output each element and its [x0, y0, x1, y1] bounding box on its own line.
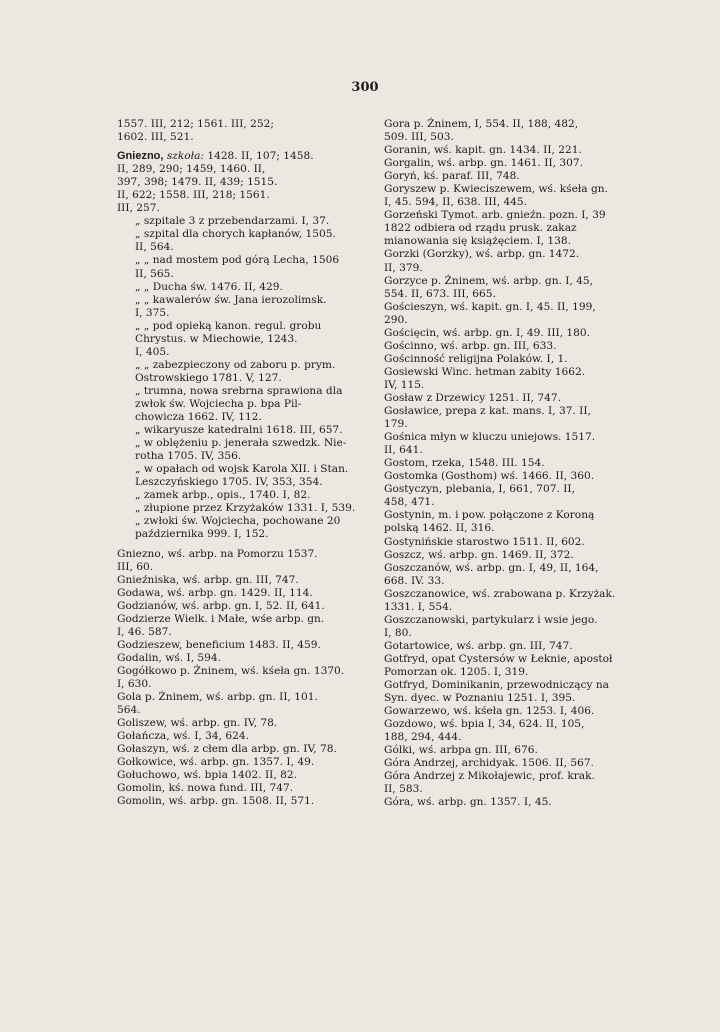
index-entry [123, 502, 375, 515]
intro-entry [117, 118, 375, 144]
index-entry [123, 254, 375, 280]
entry-line: III, 257. [117, 202, 160, 215]
entry-line: „ wikaryusze katedralni 1618. III, 657. [135, 424, 343, 437]
index-entry [384, 614, 642, 640]
entry-line: I, 630. [117, 677, 152, 690]
entry-line: Syn. dyec. w Poznaniu 1251. I, 395. [384, 692, 576, 705]
index-entry [123, 463, 375, 489]
entry-line: Gosiewski Winc. hetman zabity 1662. [384, 365, 586, 378]
entry-line: II, 564. [135, 241, 174, 254]
entry-line: Gostom, rzeka, 1548. III. 154. [384, 457, 545, 470]
entry-line: chowicza 1662. IV, 112. [135, 411, 262, 424]
index-entry [123, 281, 375, 294]
entry-line: Góra Andrzej, archidyak. 1506. II, 567. [384, 757, 594, 770]
index-entry [384, 157, 642, 170]
entry-line: „ zwłoki św. Wojciecha, pochowane 20 [135, 515, 341, 528]
index-entry [384, 457, 642, 470]
gniezno-sub-entries [117, 215, 375, 541]
entry-line: 397, 398; 1479. II, 439; 1515. [117, 176, 278, 189]
index-entry [384, 562, 642, 588]
entry-line: Gośnica młyn w kluczu uniejows. 1517. [384, 431, 596, 444]
index-entry [384, 366, 642, 392]
entry-line: rotha 1705. IV, 356. [135, 450, 242, 463]
entry-line: „ w opałach od wojsk Karola XII. i Stan. [135, 463, 349, 476]
index-entry [384, 301, 642, 327]
index-entry [384, 431, 642, 457]
entry-line: I, 375. [135, 306, 170, 319]
entry-line: zwłok św. Wojciecha p. bpa Pil- [135, 397, 302, 410]
entry-line: Goranin, wś. kapit. gn. 1434. II, 221. [384, 144, 582, 157]
entry-line: I, 45. 594, II, 638. III, 445. [384, 196, 528, 209]
entry-line: Gomolin, wś. arbp. gn. 1508. II, 571. [117, 795, 315, 808]
index-entry [384, 170, 642, 183]
entry-line: Goryń, kś. paraf. III, 748. [384, 170, 520, 183]
entry-line: 554. II, 673. III, 665. [384, 287, 496, 300]
index-entry [384, 757, 642, 770]
entry-line: „ złupione przez Krzyżaków 1331. I, 539. [135, 502, 356, 515]
index-entry [384, 536, 642, 549]
index-entry [117, 652, 375, 665]
index-entry [123, 385, 375, 424]
index-entry [384, 744, 642, 757]
index-entry [384, 118, 642, 144]
index-entry [384, 144, 642, 157]
index-entry [123, 437, 375, 463]
entry-line: Gosławice, prepa z kat. mans. I, 37. II, [384, 405, 591, 418]
entry-line: Gólki, wś. arbpa gn. III, 676. [384, 744, 538, 757]
index-entry [117, 600, 375, 613]
index-entry [384, 796, 642, 809]
entry-line: Godzianów, wś. arbp. gn. I, 52. II, 641. [117, 599, 325, 612]
index-entry [123, 489, 375, 502]
index-entry [384, 327, 642, 340]
entry-line: „ w oblężeniu p. jenerała szwedzk. Nie- [135, 437, 347, 450]
entry-line: Godzierze Wielk. i Małe, wśe arbp. gn. [117, 612, 325, 625]
entry-line: II, 622; 1558. III, 218; 1561. [117, 189, 270, 202]
entry-line: II, 289, 290; 1459, 1460. II, [117, 163, 266, 176]
entry-line: 458, 471. [384, 496, 435, 509]
headword: Gniezno, [117, 150, 164, 163]
entry-line: Gora p. Żninem, I, 554. II, 188, 482, [384, 118, 579, 130]
index-entry [117, 574, 375, 587]
entry-line-text: 1428. II, 107; 1458. [203, 150, 314, 163]
index-column-right [384, 118, 642, 809]
entry-line: Gotfryd, Dominikanin, przewodniczący na [384, 679, 609, 692]
entry-line: Góra Andrzej z Mikołajewic, prof. krak. [384, 770, 595, 783]
index-entry [117, 743, 375, 756]
index-entry [384, 549, 642, 562]
index-entry [123, 515, 375, 541]
entry-line: Goryszew p. Kwieciszewem, wś. kśeła gn. [384, 183, 608, 196]
entry-line: 1557. III, 212; 1561. III, 252; [117, 118, 274, 130]
entry-line: Gnieźniska, wś. arbp. gn. III, 747. [117, 573, 299, 586]
entry-line: Gościnność religijna Polaków. I, 1. [384, 352, 568, 365]
entry-line: Gołkowice, wś. arbp. gn. 1357. I, 49. [117, 756, 315, 769]
entry-line: II, 379. [384, 261, 423, 274]
entry-line: Goszczanowice, wś. zrabowana p. Krzyżak. [384, 587, 616, 600]
index-entry [384, 588, 642, 614]
entry-line: Pomorzan ok. 1205. I, 319. [384, 665, 529, 678]
index-entry [384, 770, 642, 796]
entry-line: Gowarzewo, wś. kśeła gn. 1253. I, 406. [384, 705, 595, 718]
entry-line [117, 150, 375, 163]
index-entry [384, 640, 642, 653]
entry-line: 1602. III, 521. [117, 131, 194, 144]
entry-line: 1822 odbiera od rządu prusk. zakaz [384, 222, 577, 235]
entry-line: Gorzki (Gorzky), wś. arbp. gn. 1472. [384, 248, 580, 261]
index-entry [123, 294, 375, 320]
entry-line: Godalin, wś. I, 594. [117, 651, 222, 664]
entry-line: 1331. I, 554. [384, 600, 453, 613]
entry-line: Leszczyńskiego 1705. IV, 353, 354. [135, 476, 323, 489]
entry-line: 509. III, 503. [384, 131, 454, 144]
entry-line: Godzieszew, beneficium 1483. II, 459. [117, 638, 321, 651]
page-number: 300 [351, 80, 379, 95]
index-entry [117, 717, 375, 730]
subtitle: szkoła: [166, 150, 204, 163]
entry-line: Gorzyce p. Żninem, wś. arbp. gn. I, 45, [384, 274, 594, 287]
index-entry [123, 424, 375, 437]
entry-line: Gomolin, kś. nowa fund. III, 747. [117, 782, 294, 795]
entry-line: II, 583. [384, 783, 423, 796]
entry-line: Gorgalin, wś. arbp. gn. 1461. II, 307. [384, 157, 583, 170]
index-entry [117, 782, 375, 795]
index-entry [123, 228, 375, 254]
right-entry-list [384, 118, 642, 809]
entry-line: „ zamek arbp., opis., 1740. I, 82. [135, 489, 311, 502]
entry-line: III, 60. [117, 560, 154, 573]
entry-line: Gorzeński Tymot. arb. gnieźn. pozn. I, 39 [384, 209, 606, 222]
entry-line: Gosław z Drzewicy 1251. II, 747. [384, 391, 561, 404]
entry-line: Gostyczyn, plebania, I, 661, 707. II, [384, 483, 575, 496]
index-entry [384, 483, 642, 509]
entry-line: Gościęcin, wś. arbp. gn. I, 49. III, 180. [384, 326, 591, 339]
entry-line: Gotartowice, wś. arbp. gn. III, 747. [384, 639, 573, 652]
entry-line: Goszczanów, wś. arbp. gn. I, 49, II, 164, [384, 561, 599, 574]
index-entry [384, 405, 642, 431]
entry-line: Ostrowskiego 1781. V, 127. [135, 371, 282, 384]
entry-line: II, 641. [384, 444, 423, 457]
index-entry [117, 795, 375, 808]
entry-line: I, 80. [384, 626, 412, 639]
index-column-left [117, 118, 375, 808]
entry-line: Gołaszyn, wś. z cłem dla arbp. gn. IV, 78. [117, 743, 337, 756]
entry-line: Gołańcza, wś. I, 34, 624. [117, 730, 249, 743]
index-entry [123, 359, 375, 385]
index-entry [123, 320, 375, 359]
entry-line: 564. [117, 704, 141, 717]
entry-line: Gościnno, wś. arbp. gn. III, 633. [384, 339, 557, 352]
entry-line: „ „ pod opieką kanon. regul. grobu [135, 319, 322, 332]
entry-line: Gogółkowo p. Żninem, wś. kśeła gn. 1370. [117, 664, 345, 677]
entry-line: „ szpital dla chorych kapłanów, 1505. [135, 228, 336, 241]
entry-line: Goliszew, wś. arbp. gn. IV, 78. [117, 717, 278, 730]
entry-line: „ „ nad mostem pod górą Lecha, 1506 [135, 254, 340, 267]
index-entry [384, 248, 642, 274]
entry-line: „ „ kawalerów św. Jana ierozolimsk. [135, 293, 327, 306]
entry-line: Gostomka (Gosthom) wś. 1466. II, 360. [384, 470, 595, 483]
index-entry [384, 470, 642, 483]
entry-line: Gostynin, m. i pow. połączone z Koroną [384, 509, 595, 522]
entry-line: II, 565. [135, 267, 174, 280]
entry-line: IV, 115. [384, 378, 425, 391]
entry-line: Gola p. Żninem, wś. arbp. gn. II, 101. [117, 691, 318, 704]
entry-line: Góra, wś. arbp. gn. 1357. I, 45. [384, 796, 552, 809]
index-entry [117, 548, 375, 574]
index-entry [384, 653, 642, 679]
index-entry [117, 756, 375, 769]
entry-line: Gotfryd, opat Cystersów w Łeknie, apostoł [384, 652, 613, 665]
gniezno-entry [117, 150, 375, 215]
entry-line: Chrystus. w Miechowie, 1243. [135, 332, 298, 345]
entry-line: Gołuchowo, wś. bpia 1402. II, 82. [117, 769, 297, 782]
entry-line: „ trumna, nowa srebrna sprawiona dla [135, 384, 343, 397]
entry-line: 668. IV. 33. [384, 574, 445, 587]
index-entry [384, 679, 642, 705]
entry-line: Goszcz, wś. arbp. gn. 1469. II, 372. [384, 548, 574, 561]
entry-line: polską 1462. II, 316. [384, 522, 495, 535]
index-entry [384, 340, 642, 353]
entry-line: I, 46. 587. [117, 625, 172, 638]
index-entry [384, 209, 642, 248]
entry-line: Godawa, wś. arbp. gn. 1429. II, 114. [117, 586, 313, 599]
entry-line: Gostynińskie starostwo 1511. II, 602. [384, 535, 585, 548]
index-entry [117, 587, 375, 600]
index-entry [384, 183, 642, 209]
entry-line: „ szpitale 3 z przebendarzami. I, 37. [135, 215, 330, 228]
entry-line: „ „ zabezpieczony od zaboru p. prym. [135, 358, 336, 371]
entry-line: I, 405. [135, 345, 170, 358]
index-entry [384, 509, 642, 535]
index-entry [117, 613, 375, 639]
index-entry [384, 705, 642, 718]
index-entry [384, 718, 642, 744]
entry-line: Gozdowo, wś. bpia I, 34, 624. II, 105, [384, 718, 585, 731]
entry-line: października 999. I, 152. [135, 528, 269, 541]
entry-line: Gniezno, wś. arbp. na Pomorzu 1537. [117, 547, 318, 560]
entry-line: 188, 294, 444. [384, 731, 462, 744]
entry-line: Goszczanowski, partykularz i wsie jego. [384, 613, 598, 626]
entry-line: „ „ Ducha św. 1476. II, 429. [135, 280, 283, 293]
index-entry [384, 275, 642, 301]
index-entry [117, 639, 375, 652]
index-entry [123, 215, 375, 228]
entry-line: 290. [384, 313, 408, 326]
left-entry-list [117, 548, 375, 809]
index-entry [117, 665, 375, 691]
entry-line: Gościeszyn, wś. kapit. gn. I, 45. II, 199, [384, 300, 596, 313]
entry-line: 179. [384, 418, 408, 431]
index-entry [117, 769, 375, 782]
index-entry [117, 691, 375, 717]
index-entry [117, 730, 375, 743]
index-entry [384, 392, 642, 405]
index-entry [384, 353, 642, 366]
entry-line: mianowania się książęciem. I, 138. [384, 235, 571, 248]
